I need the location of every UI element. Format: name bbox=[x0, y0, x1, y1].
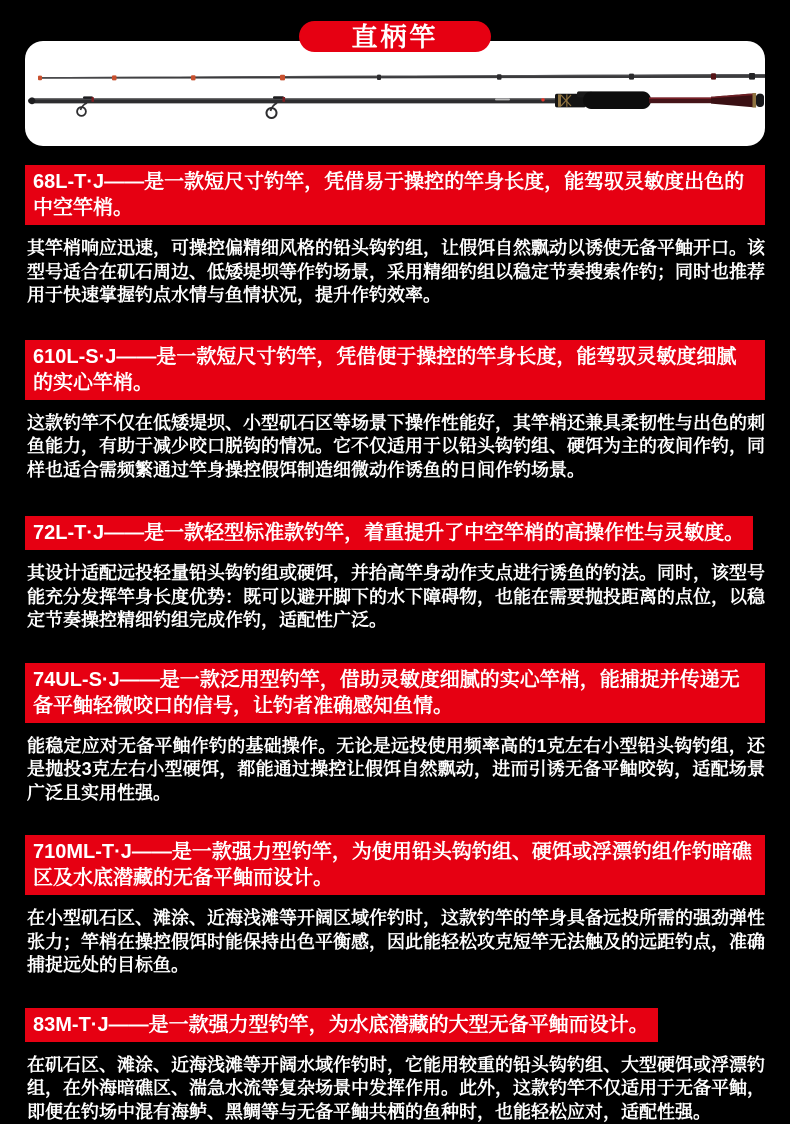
model-name: 610L-S·J bbox=[33, 346, 116, 368]
model-name: 83M-T·J bbox=[33, 1014, 109, 1036]
rod-butt-section bbox=[28, 91, 764, 118]
model-name: 74UL-S·J bbox=[33, 669, 120, 691]
foam-grip bbox=[583, 91, 651, 109]
model-description: 在小型矶石区、滩涂、近海浅滩等开阔区域作钓时，这款钓竿的竿身具备远投所需的强劲弹性张力；竿梢在操控假饵时能保持出色平衡感，因此能轻松攻克短竿无法触及的远距钓点，准确捕捉远处的目标鱼。 bbox=[27, 907, 765, 978]
model-section-68l-t-j bbox=[25, 165, 765, 308]
model-headline: ——是一款短尺寸钓竿，凭借易于操控的竿身长度，能驾驭灵敏度出色的中空竿梢。 bbox=[33, 171, 744, 219]
model-header-bar bbox=[25, 835, 765, 895]
model-headline: ——是一款强力型钓竿，为水底潜藏的大型无备平鲉而设计。 bbox=[109, 1014, 649, 1036]
model-description: 在矶石区、滩涂、近海浅滩等开阔水域作钓时，它能用较重的铅头钩钓组、大型硬饵或浮漂钓组，在外海暗礁区、湍急水流等复杂场景中发挥作用。此外，这款钓竿不仅适用于无备平鲉，即便在钓场中混有海鲈、黑鲷等与无备平鲉共栖的鱼种时，也能轻松应对，适配性强。 bbox=[27, 1054, 765, 1124]
model-header-bar bbox=[25, 516, 753, 550]
model-name: 72L-T·J bbox=[33, 522, 104, 544]
product-detail-page bbox=[0, 21, 790, 1124]
model-name: 710ML-T·J bbox=[33, 841, 132, 863]
category-banner-label: 直柄竿 bbox=[351, 24, 438, 50]
model-header-bar bbox=[25, 663, 765, 723]
model-description: 能稳定应对无备平鲉作钓的基础操作。无论是远投使用频率高的1克左右小型铅头钩钓组，还是抛投3克左右小型硬饵，都能通过操控让假饵自然飘动，进而引诱无备平鲉咬钩，适配场景广泛且实用性强。 bbox=[27, 735, 765, 806]
model-header-bar bbox=[25, 340, 765, 400]
model-description: 其设计适配远投轻量铅头钩钓组或硬饵，并抬高竿身动作支点进行诱鱼的钓法。同时，该型号能充分发挥竿身长度优势：既可以避开脚下的水下障碍物，也能在需要抛投距离的点位，以稳定节奏操控精细钓组完成作钓，适配性广泛。 bbox=[27, 562, 765, 633]
model-headline: ——是一款强力型钓竿，为使用铅头钩钓组、硬饵或浮漂钓组作钓暗礁区及水底潜藏的无备平鲉而设计。 bbox=[33, 841, 752, 889]
model-header-bar bbox=[25, 165, 765, 225]
model-section-83m-t-j bbox=[25, 1008, 765, 1124]
category-banner bbox=[299, 21, 491, 52]
model-headline: ——是一款轻型标准款钓竿，着重提升了中空竿梢的高操作性与灵敏度。 bbox=[104, 522, 744, 544]
model-description: 其竿梢响应迅速，可操控偏精细风格的铅头钩钓组，让假饵自然飘动以诱使无备平鲉开口。该型号适合在矶石周边、低矮堤坝等作钓场景，采用精细钓组以稳定节奏搜索作钓；同时也推荐用于快速掌握钓点水情与鱼情状况，提升作钓效率。 bbox=[27, 237, 765, 308]
fishing-rod-illustration bbox=[25, 41, 765, 146]
model-headline: ——是一款泛用型钓竿，借助灵敏度细腻的实心竿梢，能捕捉并传递无备平鲉轻微咬口的信号，让钓者准确感知鱼情。 bbox=[33, 669, 740, 717]
rear-grip bbox=[649, 93, 764, 108]
model-section-610l-s-j bbox=[25, 340, 765, 483]
model-header-bar bbox=[25, 1008, 658, 1042]
rod-tip-section bbox=[38, 73, 765, 80]
model-section-710ml-t-j bbox=[25, 835, 765, 978]
model-headline: ——是一款短尺寸钓竿，凭借便于操控的竿身长度，能驾驭灵敏度细腻的实心竿梢。 bbox=[33, 346, 736, 394]
model-name: 68L-T·J bbox=[33, 171, 104, 193]
model-section-74ul-s-j bbox=[25, 663, 765, 806]
product-image-panel bbox=[25, 41, 765, 146]
model-description: 这款钓竿不仅在低矮堤坝、小型矶石区等场景下操作性能好，其竿梢还兼具柔韧性与出色的刺鱼能力，有助于减少咬口脱钩的情况。它不仅适用于以铅头钩钓组、硬饵为主的夜间作钓，同样也适合需频繁通过竿身操控假饵制造细微动作诱鱼的日间作钓场景。 bbox=[27, 412, 765, 483]
model-section-72l-t-j bbox=[25, 516, 765, 633]
